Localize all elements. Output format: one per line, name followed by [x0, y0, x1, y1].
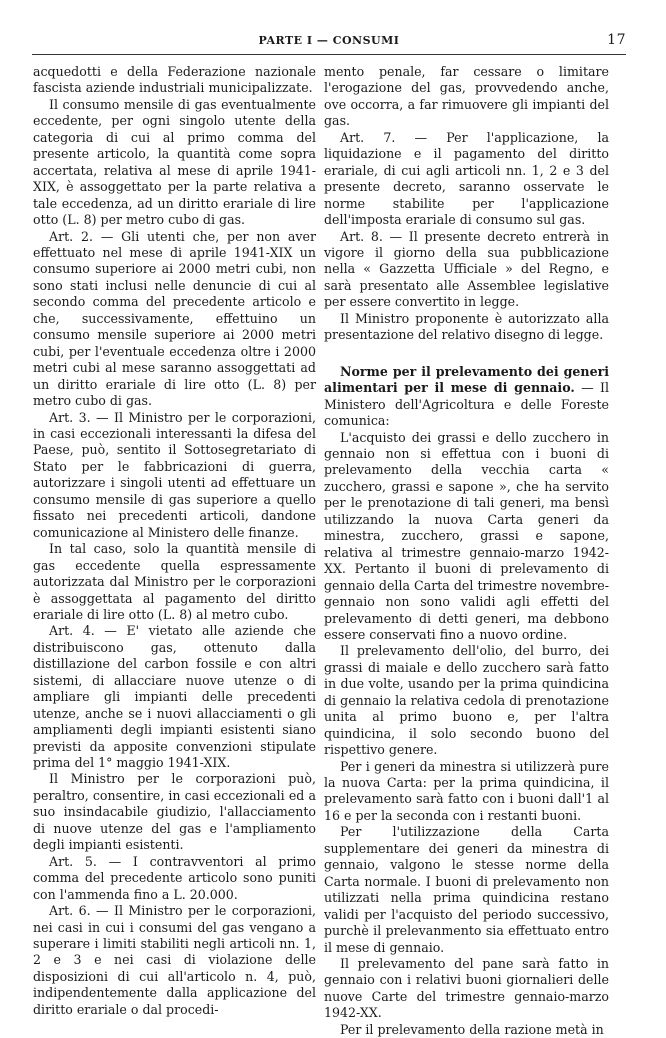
page-header: [32, 32, 626, 52]
running-title: PARTE I — CONSUMI: [258, 34, 400, 47]
paragraph: In tal caso, solo la quantità mensile di gas eccedente quella espressamente autorizzata dal Ministro per le corporazioni è assoggettata al pagamento del diritto erariale di lire otto (L. 8) al metro cubo.: [33, 541, 316, 622]
notice-intro: — Il Ministero dell'Agricoltura e delle Foreste comunica:: [324, 380, 610, 429]
paragraph: Art. 5. — I contravventori al primo comma del precedente articolo sono puniti con l'ammenda fino a L. 20.000.: [33, 853, 316, 902]
left-column: [33, 64, 316, 1018]
paragraph: mento penale, far cessare o limitare l'erogazione del gas, provvedendo anche, ove occorra, a far rimuovere gli impianti del gas.: [324, 64, 609, 129]
right-column: [324, 64, 609, 1038]
notice-heading: Norme per il prelevamento dei generi alimentari per il mese di gennaio.: [324, 363, 609, 396]
paragraph: Il Ministro proponente è autorizzato alla presentazione del relativo disegno di legge.: [324, 310, 609, 343]
paragraph: Art. 4. — E' vietato alle aziende che distribuiscono gas, ottenuto dalla distillazione del carbon fossile e con altri sistemi, di allacciare nuove utenze o di ampliare gli impianti delle precedenti utenze, anche se i nuovi allacciamenti o gli ampliamenti degli impianti esistenti siano previsti da apposite convenzioni stipulate prima del 1° maggio 1941-XIX.: [33, 623, 316, 771]
paragraph: Art. 7. — Per l'applicazione, la liquidazione e il pagamento del diritto erariale, di cui agli articoli nn. 1, 2 e 3 del presente decreto, saranno osservate le norme stabilite per l'applicazione dell'imposta erariale di consumo sul gas.: [324, 129, 609, 228]
paragraph: acquedotti e della Federazione nazionale fascista aziende industriali municipalizzate.: [33, 64, 316, 96]
header-rule: [32, 54, 626, 55]
paragraph: Art. 8. — Il presente decreto entrerà in vigore il giorno della sua pubblicazione nella « Gazzetta Ufficiale » del Regno, e sarà presentato alle Assemblee legislative per essere convertito in legge.: [324, 228, 609, 310]
paragraph: Art. 2. — Gli utenti che, per non aver effettuato nel mese di aprile 1941-XIX un consumo superiore ai 2000 metri cubi, non sono stati inclusi nelle denuncie di cui al secondo comma del precedente articolo e che, successivamente, effettuino un consumo mensile superiore ai 2000 metri cubi, per l'eventuale eccedenza oltre i 2000 metri cubi al mese saranno assoggettati ad un diritto erariale di lire otto (L. 8) per metro cubo di gas.: [33, 228, 316, 409]
paragraph: Il prelevamento del pane sarà fatto in gennaio con i relativi buoni giornalieri delle nuove Carte del trimestre gennaio-marzo 1942-XX.: [324, 956, 609, 1021]
paragraph: L'acquisto dei grassi e dello zucchero in gennaio non si effettua con i buoni di prelevamento della vecchia carta « zucchero, grassi e sapone », che ha servito per le prenotazione di tali generi, ma bensì utilizzando la nuova Carta generi da minestra, zucchero, grassi e sapone, relativa al trimestre gennaio-marzo 1942-XX. Pertanto il buoni di prelevamento di gennaio della Carta del trimestre novembre-gennaio non sono validi agli effetti del prelevamento di detti generi, ma debbono essere conservati fino a nuovo ordine.: [324, 429, 609, 642]
section-gap: [324, 344, 609, 364]
paragraph: Il Ministro per le corporazioni può, peraltro, consentire, in casi eccezionali ed a suo insindacabile giudizio, l'allacciamento di nuove utenze del gas e l'ampliamento degli impianti esistenti.: [33, 771, 316, 853]
paragraph: Art. 3. — Il Ministro per le corporazioni, in casi eccezionali interessanti la difesa del Paese, può, sentito il Sottosegretariato di Stato per le fabbricazioni di guerra, autorizzare i singoli utenti ad effettuare un consumo mensile di gas superiore a quello fissato nei precedenti articoli, dandone comunicazione al Ministero delle finanze.: [33, 409, 316, 540]
paragraph: Il consumo mensile di gas eventualmente eccedente, per ogni singolo utente della categoria di cui al primo comma del presente articolo, la quantità come sopra accertata, relativa al mese di aprile 1941-XIX, è assoggettato per la parte relativa a tale eccedenza, ad un diritto erariale di lire otto (L. 8) per metro cubo di gas.: [33, 96, 316, 228]
paragraph: Per il prelevamento della razione metà in: [340, 1021, 604, 1037]
paragraph: Art. 6. — Il Ministro per le corporazioni, nei casi in cui i consumi del gas vengano a superare i limiti stabiliti negli articoli nn. 1, 2 e 3 e nei casi di violazione delle disposizioni di cui all'articolo n. 4, può, indipendentemente dalla applicazione del diritto erariale o dal procedi-: [33, 903, 316, 1017]
paragraph: Il prelevamento dell'olio, del burro, dei grassi di maiale e dello zucchero sarà fatto in due volte, usando per la prima quindicina di gennaio la relativa cedola di prenotazione unita al primo buono e, per l'altra quindicina, il solo secondo buono del rispettivo genere.: [324, 643, 609, 758]
paragraph: Per l'utilizzazione della Carta supplementare dei generi da minestra di gennaio, valgono le stesse norme della Carta normale. I buoni di prelevamento non utilizzati nella prima quindicina restano validi per l'acquisto del periodo successivo, purchè il prelevanmento sia effettuato entro il mese di gennaio.: [324, 824, 609, 955]
page-number: 17: [607, 32, 626, 48]
paragraph: Per i generi da minestra si utilizzerà pure la nuova Carta: per la prima quindicina, il prelevamento sarà fatto con i buoni dall'1 al 16 e per la seconda con i restanti buoni.: [324, 758, 609, 823]
notice-paragraph: [324, 364, 609, 430]
